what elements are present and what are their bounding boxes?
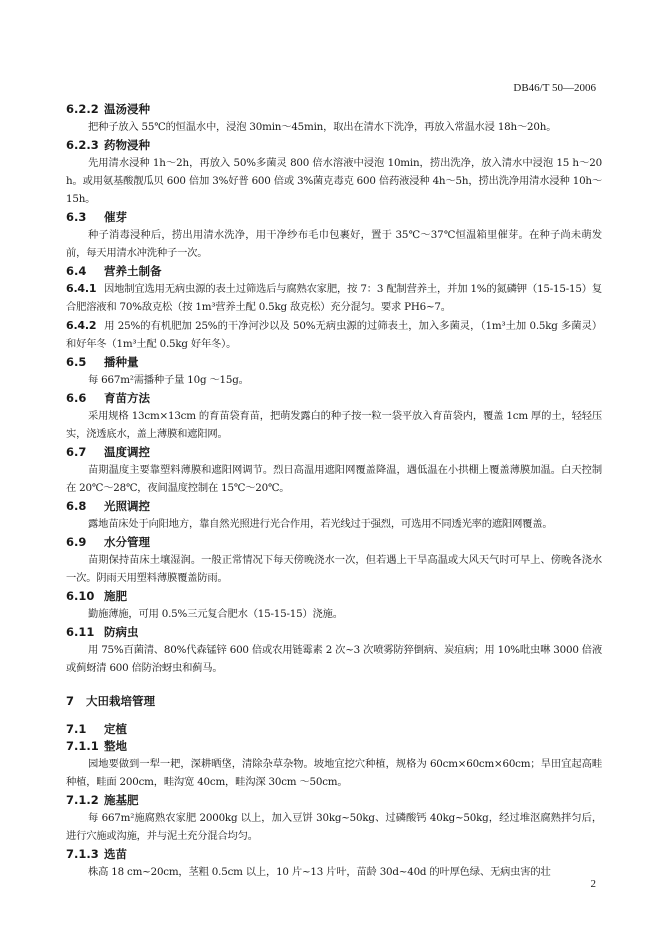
- paragraph: 先用清水浸种 1h～2h，再放入 50%多菌灵 800 倍水溶液中浸泡 10min，捞出洗净，放入清水中浸泡 15 h～20 h。或用氨基酸靓瓜贝 600 倍加 3%好普 600 倍或 3%菌克毒克 600 倍药液浸种 4h～5h，捞出洗净用清水浸种 10h～15h。: [66, 157, 602, 205]
- section-title: 温汤浸种: [104, 102, 150, 116]
- chapter-heading: [66, 693, 602, 709]
- clause-number: 6.4.2: [66, 319, 97, 332]
- paragraph: 勤施薄施，可用 0.5%三元复合肥水（15-15-15）浇施。: [88, 608, 343, 620]
- document-code: DB46/T 50—2006: [513, 82, 596, 94]
- section-number: 6.7: [66, 445, 87, 459]
- section-number: 6.10: [66, 589, 95, 603]
- section-heading: [66, 534, 602, 550]
- section-title: 药物浸种: [104, 138, 150, 152]
- section-heading: [66, 263, 602, 279]
- paragraph: 采用规格 13cm×13cm 的育苗袋育苗，把萌发露白的种子按一粒一袋平放入育苗袋内，覆盖 1cm 厚的土，轻轻压实，浇透底水，盖上薄膜和遮阳网。: [66, 410, 602, 440]
- section-title: 营养土制备: [104, 264, 162, 278]
- section-heading: [66, 209, 602, 225]
- section-title: 大田栽培管理: [86, 694, 155, 708]
- page-number: 2: [590, 878, 596, 890]
- section-heading: [66, 588, 602, 604]
- section-title: 整地: [104, 739, 127, 753]
- paragraph: 每 667m²需播种子量 10g ～15g。: [88, 374, 249, 386]
- section-title: 播种量: [104, 355, 139, 369]
- paragraph: 株高 18 cm~20cm，茎粗 0.5cm 以上，10 片~13 片叶，苗龄 30d~40d 的叶厚色绿、无病虫害的壮: [88, 866, 551, 878]
- section-title: 施基肥: [104, 793, 139, 807]
- numbered-paragraph: [66, 280, 602, 316]
- section-title: 温度调控: [104, 445, 150, 459]
- section-number: 6.11: [66, 625, 95, 639]
- section-number: 6.5: [66, 355, 87, 369]
- section-title: 光照调控: [104, 499, 150, 513]
- paragraph: 园地要做到一犁一耙，深耕晒垡，清除杂草杂物。坡地宜挖穴种植，规格为 60cm×60cm×60cm；旱田宜起高畦种植，畦面 200cm，畦沟宽 40cm，畦沟深 30cm ～50cm。: [66, 758, 602, 788]
- section-number: 7: [66, 694, 75, 708]
- section-heading: [66, 137, 602, 153]
- section-heading: [66, 101, 602, 117]
- section-number: 6.8: [66, 499, 87, 513]
- section-number: 6.3: [66, 210, 87, 224]
- section-heading: [66, 390, 602, 406]
- section-title: 防病虫: [104, 625, 139, 639]
- section-heading: [66, 498, 602, 514]
- section-heading: [66, 444, 602, 460]
- clause-text: 用 25%的有机肥加 25%的干净河沙以及 50%无病虫源的过筛表土，加入多菌灵，（1m³土加 0.5kg 多菌灵）和好年冬（1m³土配 0.5kg 好年冬）。: [66, 320, 602, 350]
- paragraph: 用 75%百菌清、80%代森锰锌 600 倍或农用链霉素 2 次~3 次喷雾防猝倒病、炭疽病；用 10%吡虫啉 3000 倍液或蓟蚜清 600 倍防治蚜虫和蓟马。: [66, 644, 602, 674]
- section-heading: [66, 624, 602, 640]
- section-title: 催芽: [104, 210, 127, 224]
- section-number: 6.6: [66, 391, 87, 405]
- section-number: 6.9: [66, 535, 87, 549]
- section-heading: [66, 738, 602, 754]
- paragraph: 苗期保持苗床土壤湿润。一般正常情况下每天傍晚浇水一次，但若遇上干旱高温或大风天气时可早上、傍晚各浇水一次。阴雨天用塑料薄膜覆盖防雨。: [66, 554, 602, 584]
- clause-text: 因地制宜选用无病虫源的表土过筛选后与腐熟农家肥，按 7：3 配制营养土，并加 1%的氮磷钾（15-15-15）复合肥溶液和 70%敌克松（按 1m³营养土配 0.5kg 敌克松）充分混匀。要求 PH6~7。: [66, 283, 602, 313]
- numbered-paragraph: [66, 317, 602, 353]
- paragraph: 苗期温度主要靠塑料薄膜和遮阳网调节。烈日高温用遮阳网覆盖降温，遇低温在小拱棚上覆盖薄膜加温。白天控制在 20℃～28℃，夜间温度控制在 15℃～20℃。: [66, 464, 602, 494]
- section-title: 水分管理: [104, 535, 150, 549]
- section-number: 6.2.2: [66, 102, 99, 116]
- paragraph: 种子消毒浸种后，捞出用清水洗净，用干净纱布毛巾包裹好，置于 35℃～37℃恒温箱里催芽。在种子尚未萌发前，每天用清水冲洗种子一次。: [66, 229, 602, 259]
- paragraph: 露地苗床处于向阳地方，靠自然光照进行光合作用，若光线过于强烈，可选用不同透光率的遮阳网覆盖。: [88, 518, 553, 530]
- section-title: 育苗方法: [104, 391, 150, 405]
- document-body: [66, 100, 602, 882]
- section-title: 定植: [104, 722, 127, 736]
- section-number: 7.1.1: [66, 739, 99, 753]
- section-heading: [66, 792, 602, 808]
- section-number: 7.1.3: [66, 847, 99, 861]
- section-heading: [66, 354, 602, 370]
- clause-number: 6.4.1: [66, 282, 97, 295]
- section-number: 6.2.3: [66, 138, 99, 152]
- paragraph: 把种子放入 55℃的恒温水中，浸泡 30min～45min，取出在清水下洗净，再放入常温水浸 18h～20h。: [88, 121, 557, 133]
- section-heading: [66, 846, 602, 862]
- paragraph: 每 667m²施腐熟农家肥 2000kg 以上，加入豆饼 30kg~50kg、过磷酸钙 40kg~50kg，经过堆沤腐熟拌匀后，进行穴施或沟施，并与泥土充分混合均匀。: [66, 812, 602, 842]
- section-title: 施肥: [104, 589, 127, 603]
- section-heading: [66, 721, 602, 737]
- section-number: 6.4: [66, 264, 87, 278]
- section-number: 7.1: [66, 722, 87, 736]
- section-number: 7.1.2: [66, 793, 99, 807]
- section-title: 选苗: [104, 847, 127, 861]
